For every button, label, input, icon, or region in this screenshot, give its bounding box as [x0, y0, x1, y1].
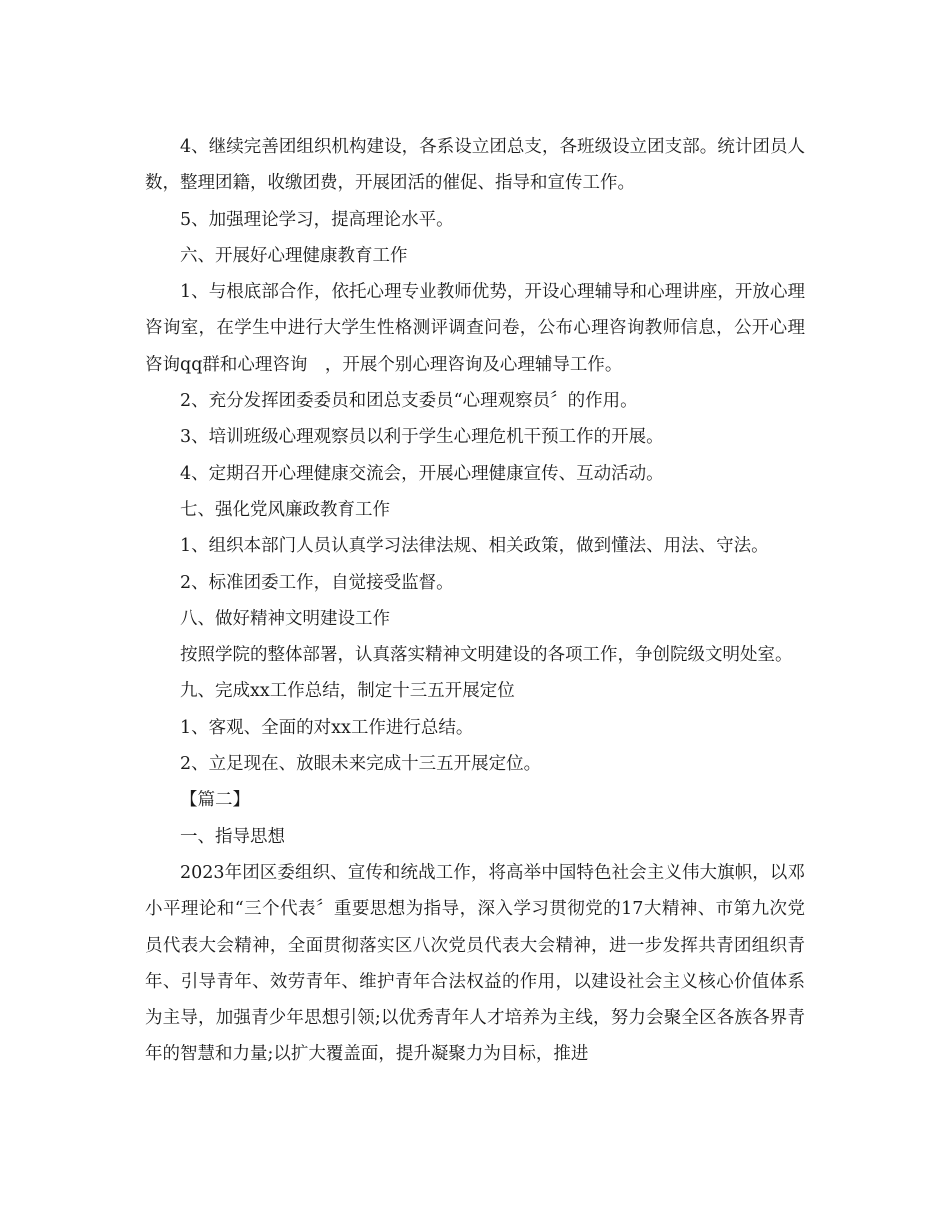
document-page: [145, 129, 805, 1073]
section-heading-6: 六、开展好心理健康教育工作: [180, 245, 408, 266]
section-heading-9: 九、完成xx工作总结，制定十三五开展定位: [180, 681, 515, 702]
section-heading-8: 八、做好精神文明建设工作: [180, 608, 390, 629]
section-heading-guiding: 一、指导思想: [180, 826, 285, 847]
paragraph-item-1-summary: 1、客观、全面的对xx工作进行总结。: [180, 717, 474, 738]
paragraph-item-1-counseling: 1、与根底部合作，依托心理专业教师优势，开设心理辅导和心理讲座，开放心理咨询室，在学生中进行大学生性格测评调查问卷，公布心理咨询教师信息，公开心理咨询qq群和心理咨询 ，开展个别心理咨询及心理辅导工作。: [145, 282, 805, 375]
paragraph-item-2-standard: 2、标准团委工作，自觉接受监督。: [180, 572, 454, 593]
paragraph-item-5-theory: 5、加强理论学习，提高理论水平。: [180, 209, 454, 230]
paragraph-item-3-training: 3、培训班级心理观察员以利于学生心理危机干预工作的开展。: [180, 427, 664, 448]
paragraph-item-4-org: 4、继续完善团组织机构建设，各系设立团总支，各班级设立团支部。统计团员人数，整理团籍，收缴团费，开展团活的催促、指导和宣传工作。: [145, 137, 805, 194]
paragraph-item-1-law: 1、组织本部门人员认真学习法律法规、相关政策，做到懂法、用法、守法。: [180, 536, 769, 557]
paragraph-item-2-observer: 2、充分发挥团委委员和团总支委员“心理观察员〞的作用。: [180, 391, 638, 412]
section-heading-7: 七、强化党风廉政教育工作: [180, 499, 390, 520]
paragraph-item-4-exchange: 4、定期召开心理健康交流会，开展心理健康宣传、互动活动。: [180, 463, 664, 484]
paragraph-civilization: 按照学院的整体部署，认真落实精神文明建设的各项工作，争创院级文明处室。: [180, 645, 793, 666]
paragraph-guiding-ideology: 2023年团区委组织、宣传和统战工作，将高举中国特色社会主义伟大旗帜，以邓小平理论和“三个代表〞重要思想为指导，深入学习贯彻党的17大精神、市第九次党员代表大会精神，全面贯彻落实区八次党员代表大会精神，进一步发挥共青团组织青年、引导青年、效劳青年、维护青年合法权益的作用，以建设社会主义核心价值体系为主导，加强青少年思想引领;以优秀青年人才培养为主线，努力会聚全区各族各界青年的智慧和力量;以扩大覆盖面，提升凝聚力为目标，推进: [145, 862, 805, 1065]
part-heading: 【篇二】: [180, 790, 250, 811]
paragraph-item-2-positioning: 2、立足现在、放眼未来完成十三五开展定位。: [180, 754, 542, 775]
